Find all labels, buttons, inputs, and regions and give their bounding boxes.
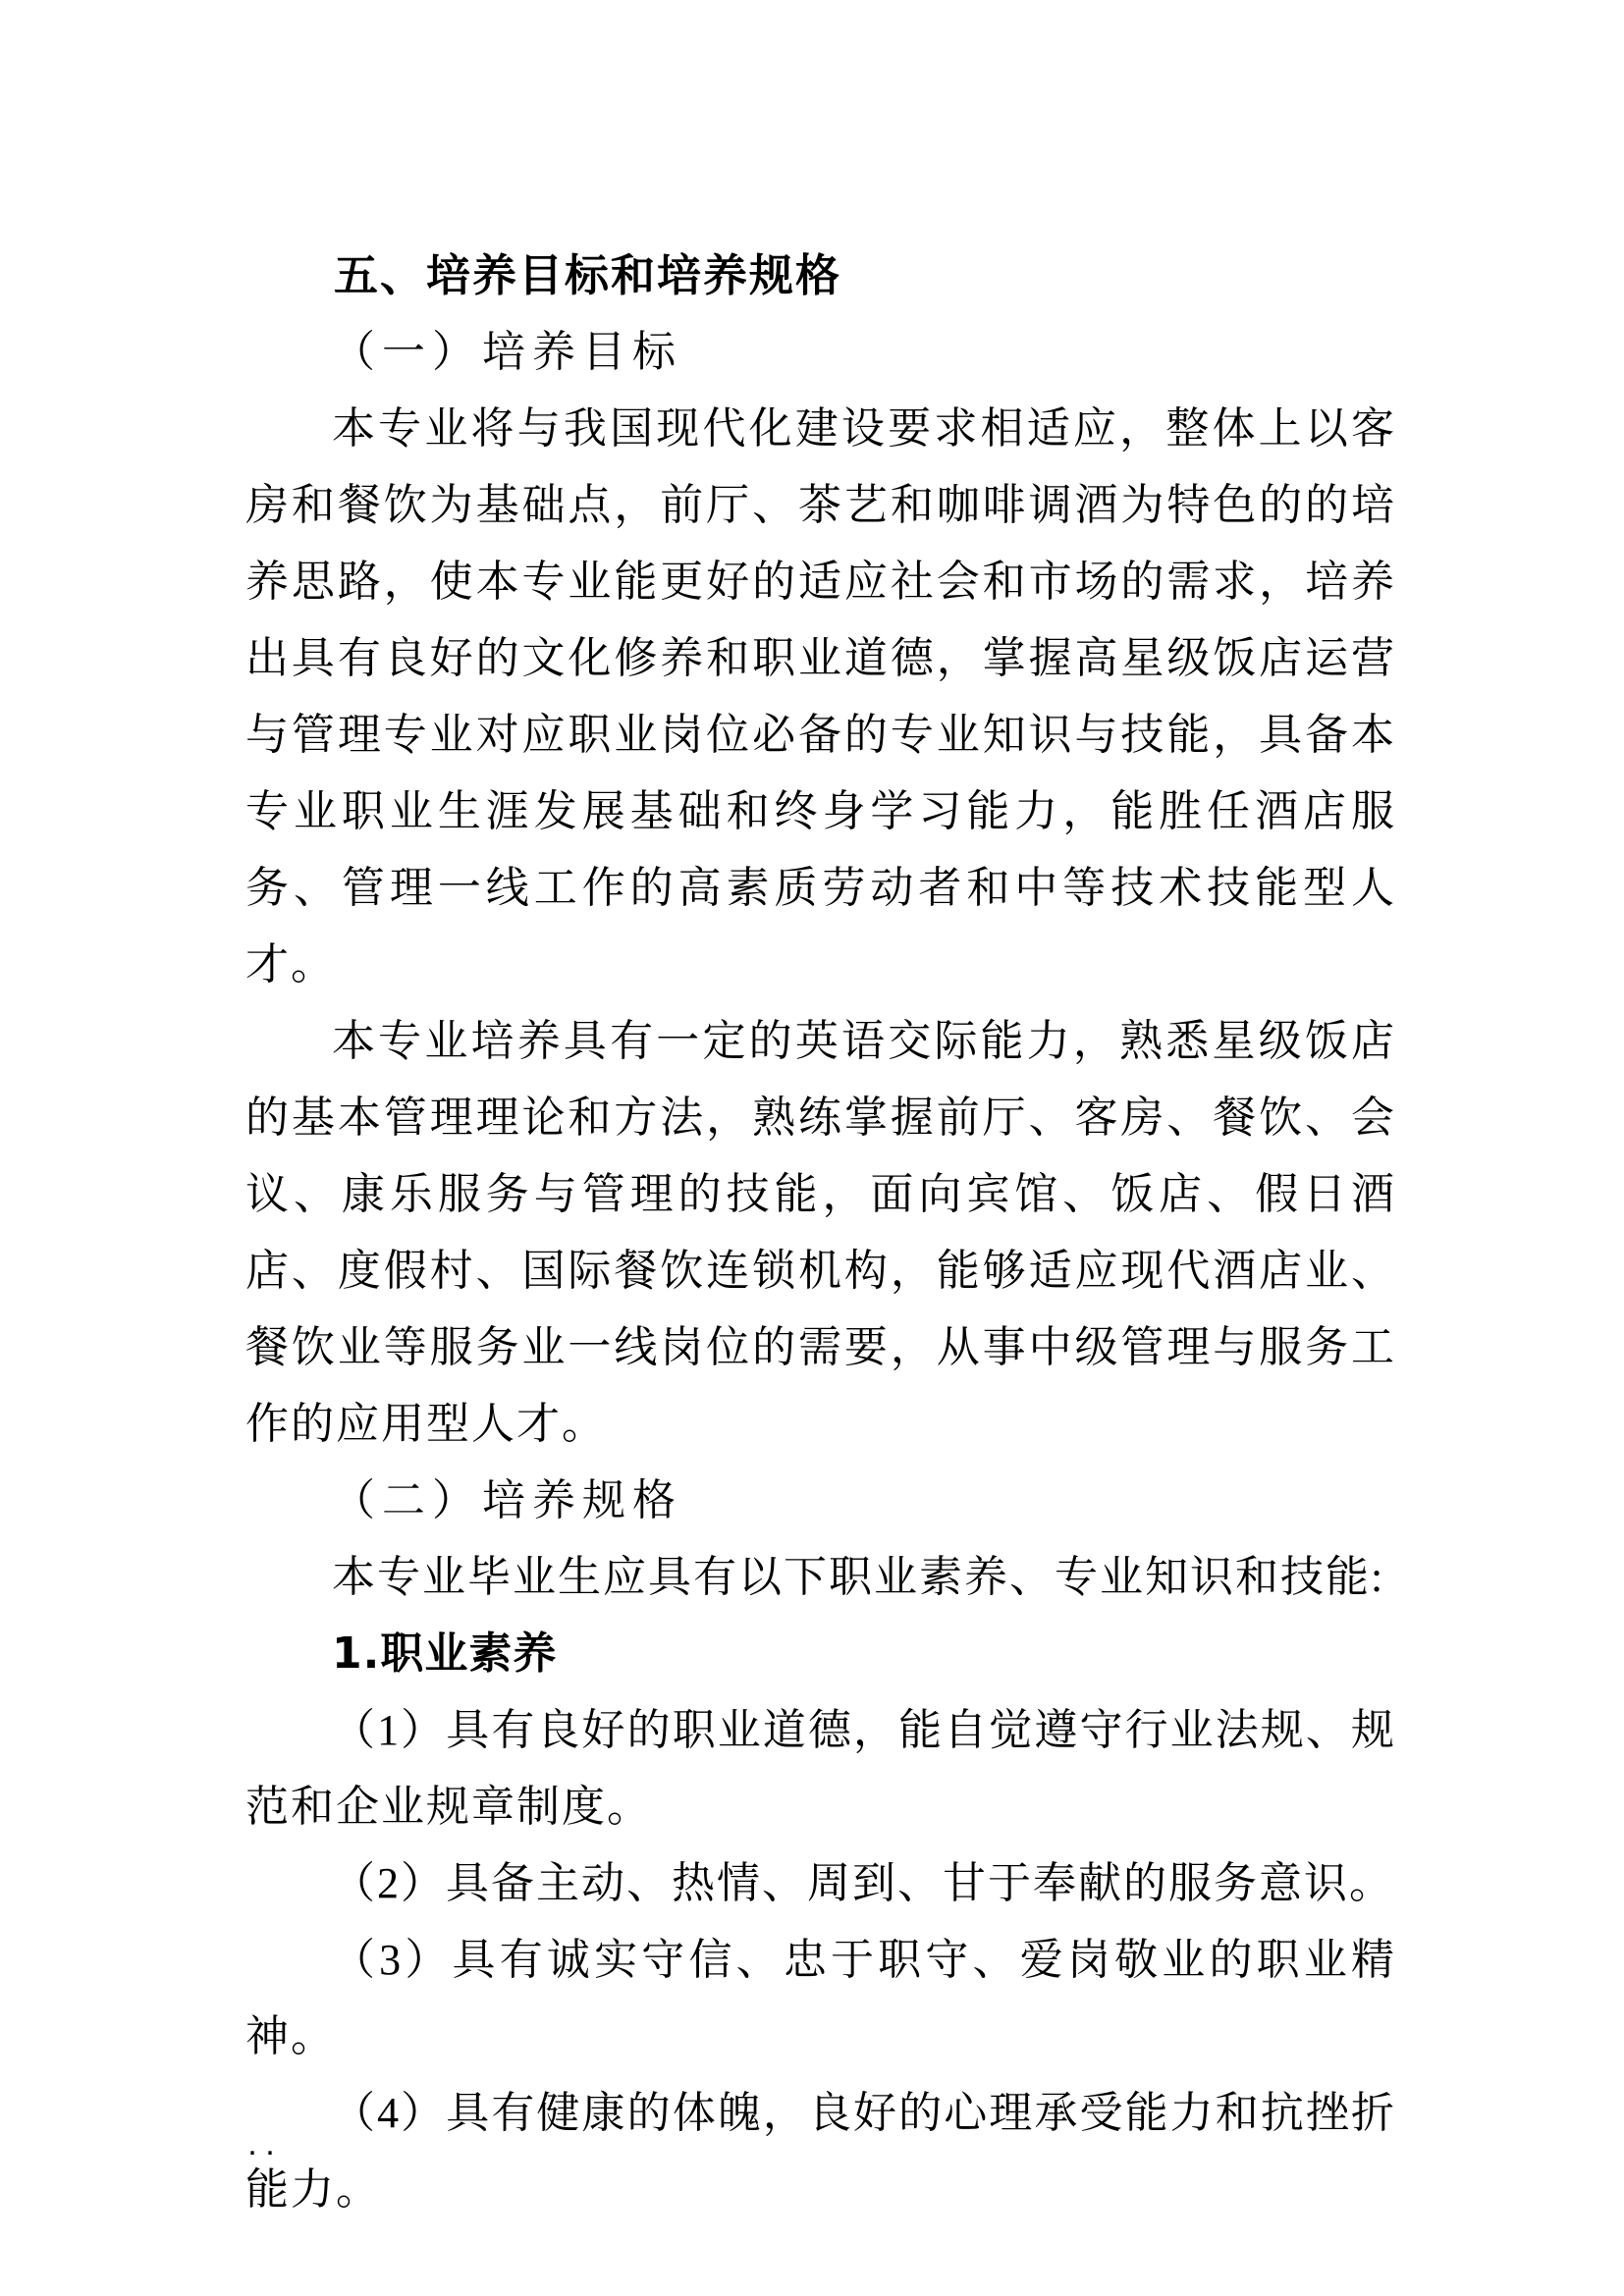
list-item-2: （2）具备主动、热情、周到、甘于奉献的服务意识。: [332, 1859, 1394, 1907]
paragraph-training-objectives-2: 本专业培养具有一定的英语交际能力，熟悉星级饭店的基本管理理论和方法，熟练掌握前厅、客房、餐饮、会议、康乐服务与管理的技能，面向宾馆、饭店、假日酒店、度假村、国际餐饮连锁机构，能够适应现代酒店业、餐饮业等服务业一线岗位的需要，从事中级管理与服务工作的应用型人才。: [245, 1017, 1396, 1448]
paragraph-training-specifications-intro: 本专业毕业生应具有以下职业素养、专业知识和技能:: [332, 1553, 1385, 1601]
section-heading: 五、培养目标和培养规格: [334, 249, 842, 301]
list-item-3: （3）具有诚实守信、忠于职守、爱岗敬业的职业精神。: [245, 1936, 1396, 2060]
list-heading-professional-quality: 1.职业素养: [332, 1629, 558, 1679]
document-content: [245, 238, 1396, 2228]
list-item-4: （4）具有健康的体魄，良好的心理承受能力和抗挫折能力。: [245, 2089, 1396, 2214]
footer-mark: ..: [246, 2136, 283, 2160]
list-item-1: （1）具有良好的职业道德，能自觉遵守行业法规、规范和企业规章制度。: [245, 1706, 1396, 1831]
subsection-title-training-objectives: （一）培养目标: [332, 328, 682, 376]
subsection-title-training-specifications: （二）培养规格: [332, 1476, 682, 1524]
paragraph-training-objectives-1: 本专业将与我国现代化建设要求相适应，整体上以客房和餐饮为基础点，前厅、茶艺和咖啡调酒为特色的的培养思路，使本专业能更好的适应社会和市场的需求，培养出具有良好的文化修养和职业道德，掌握高星级饭店运营与管理专业对应职业岗位必备的专业知识与技能，具备本专业职业生涯发展基础和终身学习能力，能胜任酒店服务、管理一线工作的高素质劳动者和中等技术技能型人才。: [245, 404, 1396, 988]
